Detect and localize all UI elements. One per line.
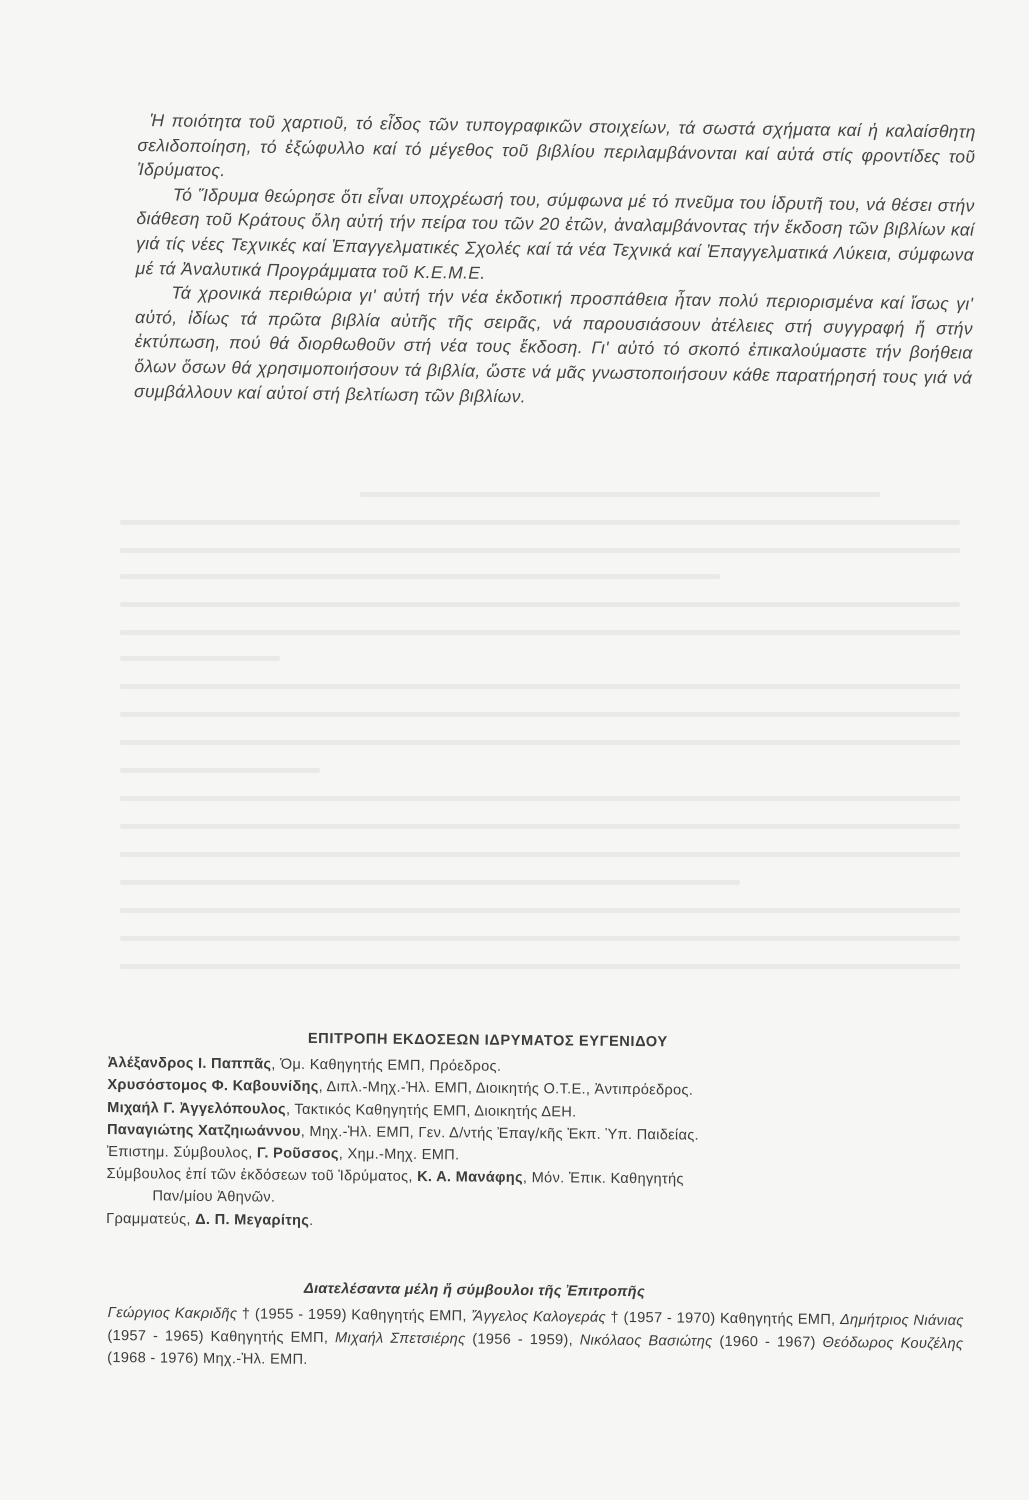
member-name: Μιχαήλ Γ. Ἀγγελόπουλος [107,1099,287,1118]
secretary-role: Γραμματεύς, [106,1210,196,1228]
committee-title: ΕΠΙΤΡΟΠΗ ΕΚΔΟΣΕΩΝ ΙΔΡΥΜΑΤΟΣ ΕΥΓΕΝΙΔΟΥ [307,1030,668,1051]
former-member-details: (1956 - 1959), [465,1331,580,1349]
member-role: , Μηχ.-Ἠλ. ΕΜΠ, Γεν. Δ/ντής Ἐπαγ/κῆς Ἐκπ. Ὑπ. Παιδείας. [300,1123,700,1144]
bleed-through-line [120,824,960,829]
former-member-name: Ἄγγελος Καλογεράς [471,1308,607,1327]
bleed-through-line [120,548,960,553]
bleed-through-line [120,852,960,857]
bleed-through-line [120,630,960,635]
former-members-list [107,1302,964,1377]
bleed-through-line [120,964,960,969]
bleed-through-line [360,492,880,497]
former-member-name: Μιχαήλ Σπετσιέρης [334,1329,466,1348]
former-member-details: (1957 - 1965) Καθηγητής ΕΜΠ, [107,1327,336,1346]
secretary-punctuation: . [309,1212,314,1229]
bleed-through-line [120,574,720,579]
member-role: , Ὁμ. Καθηγητής ΕΜΠ, Πρόεδρος. [271,1056,502,1075]
former-member-details: † (1955 - 1959) Καθηγητής ΕΜΠ, [237,1306,472,1325]
former-members-title: Διατελέσαντα μέλη ἤ σύμβουλοι τῆς Ἐπιτροπῆς [303,1280,646,1301]
bleed-through-line [120,520,960,525]
former-member-details: † (1957 - 1970) Καθηγητής ΕΜΠ, [605,1310,841,1329]
former-members [107,1276,964,1378]
former-member-name: Νικόλαος Βασιώτης [579,1332,713,1350]
advisor-credentials: , Χημ.-Μηχ. ΕΜΠ. [338,1146,460,1164]
former-member-details: (1960 - 1967) [712,1333,823,1351]
bleed-through-line [120,908,960,913]
member-role: , Διπλ.-Μηχ.-Ἠλ. ΕΜΠ, Διοικητής Ο.Τ.Ε., Ἀντιπρόεδρος. [318,1079,694,1100]
editorial-committee [106,1026,964,1238]
bleed-through-line [120,740,960,745]
bleed-through-line [120,768,320,773]
member-name: Χρυσόστομος Φ. Καβουνίδης [107,1077,319,1096]
member-name: Ἀλέξανδρος Ι. Παππᾶς [107,1055,272,1073]
former-member-name: Γεώργιος Κακριδῆς [107,1305,238,1323]
former-member-name: Δημήτριος Νιάνιας [839,1312,964,1330]
bleed-through-line [120,936,960,941]
bleed-through-line [120,602,960,607]
advisor-role: Ἐπιστημ. Σύμβουλος, [106,1144,257,1162]
committee-editor-continued: Παν/μίου Ἀθηνῶν. [152,1188,276,1207]
member-name: Παναγιώτης Χατζηιωάννου [106,1121,301,1140]
bleed-through-line [120,796,960,801]
editor-role: Σύμβουλος ἐπί τῶν ἐκδόσεων τοῦ Ἱδρύματος, [106,1166,418,1186]
bleed-through-line [120,684,960,689]
editor-credentials: , Μόν. Ἐπικ. Καθηγητής [522,1170,684,1188]
former-member-name: Θεόδωρος Κουζέλης [822,1334,964,1353]
intro-paragraph-1: Ἡ ποιότητα τοῦ χαρτιοῦ, τό εἶδος τῶν τυπογραφικῶν στοιχείων, τά σωστά σχήματα καί ἡ καλαίσθητη σελιδοποίηση, τό ἐξώφυλλο καί τό μέγεθος τοῦ βιβλίου περιλαμβάνονται καί αὐτά στίς φροντίδες τοῦ Ἱδρύματος. [137,110,976,181]
bleed-through-line [120,712,960,717]
intro-text [134,108,976,415]
intro-paragraph-2: Τό Ἵδρυμα θεώρησε ὅτι εἶναι υποχρέωσή του, σύμφωνα μέ τό πνεῦμα του ἱδρυτῆ του, νά θέσει στήν διάθεση τοῦ Κράτους ὅλη αὐτή τήν πείρα του τῶν 20 ἐτῶν, ἀναλαμβάνοντας τήν ἔκδοση τῶν βιβλίων καί γιά τίς νέες Τεχνικές καί Ἐπαγγελματικές Σχολές καί τά νέα Τεχνικά καί Ἐπαγγελματικά Λύκεια, σύμφωνα μέ τά Ἀναλυτικά Προγράμματα τοῦ Κ.Ε.Μ.Ε. [135,184,975,283]
former-member-details: (1968 - 1976) Μηχ.-Ἠλ. ΕΜΠ. [107,1350,308,1369]
bleed-through-line [120,656,280,661]
editor-name: Κ. Α. Μανάφης [417,1169,524,1187]
intro-paragraph-3: Τά χρονικά περιθώρια γι' αὐτή τήν νέα ἐκδοτική προσπάθεια ἦταν πολύ περιορισμένα καί ἴσως γι' αὐτό, ἰδίως τά πρῶτα βιβλία αὐτῆς τῆς σειρᾶς, νά παρουσιάσουν ἀτέλειες στή συγγραφή ἤ στήν ἐκτύπωση, πού θά διορθωθοῦν στή νέα τους ἔκδοση. Γι' αὐτό τό σκοπό ἐπικαλούμαστε τήν βοήθεια ὅλων ὅσων θά χρησιμοποιήσουν τά βιβλία, ὥστε νά μᾶς γνωστοποιήσουν κάθε παρατήρησή τους γιά νά συμβάλλουν καί αὐτοί στή βελτίωση τῶν βιβλίων. [133,282,974,406]
secretary-name: Δ. Π. Μεγαρίτης [195,1211,310,1229]
bleed-through-line [120,880,740,885]
member-role: , Τακτικός Καθηγητής ΕΜΠ, Διοικητής ΔΕΗ. [285,1101,577,1121]
advisor-name: Γ. Ροῦσσος [256,1145,339,1163]
